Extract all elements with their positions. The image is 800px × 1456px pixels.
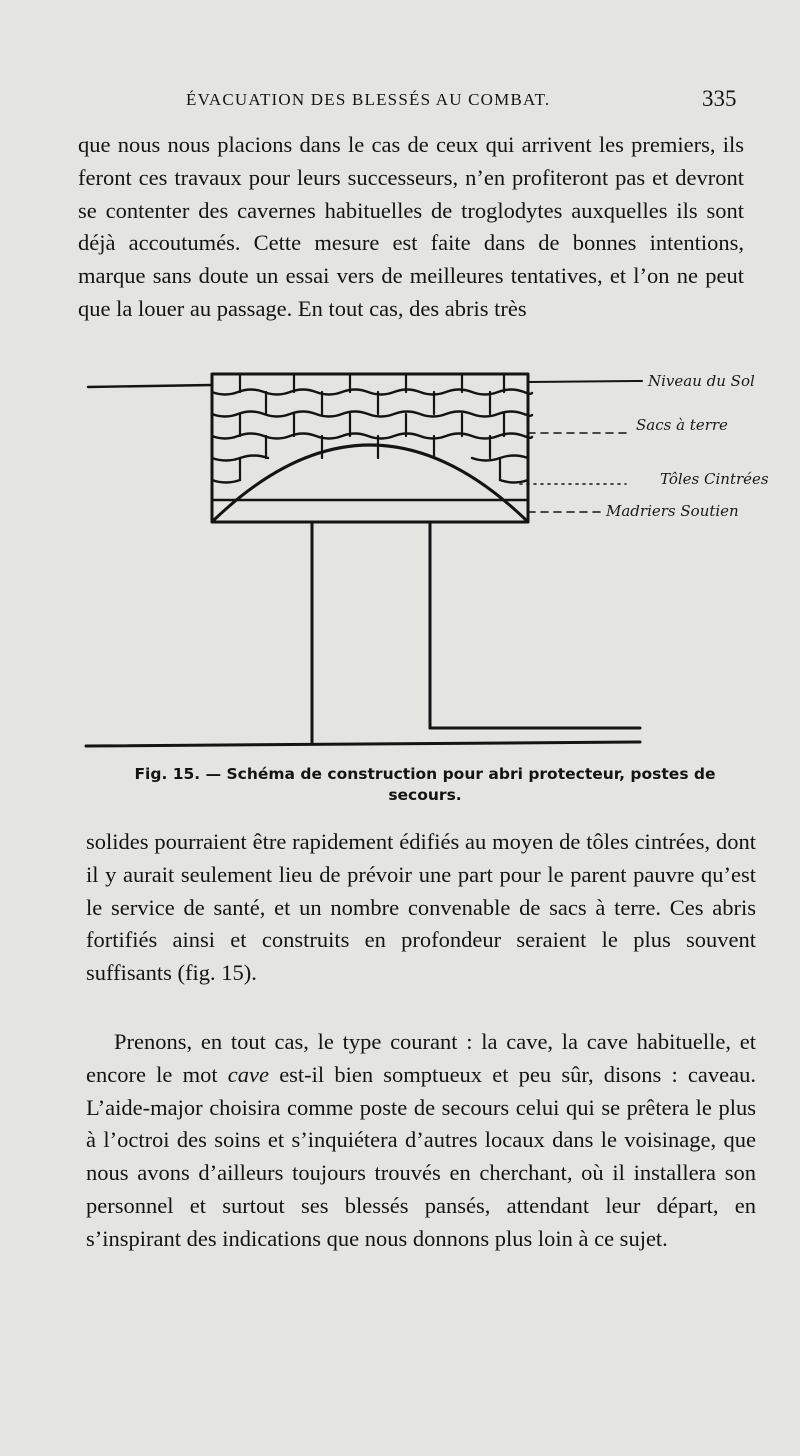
figure-caption	[105, 764, 745, 806]
page-number: 335	[702, 86, 737, 111]
sandbag-row-1	[212, 390, 532, 395]
caption-text: — Schéma de construction pour abri protecteur, postes de secours.	[205, 765, 716, 804]
sandbag-row-2	[212, 412, 532, 417]
label-sandbags: Sacs à terre	[636, 416, 728, 434]
label-supporting-timber: Madriers Soutien	[606, 502, 739, 520]
paragraph-3-start: Prenons, en tout cas, le type courant : la cave, la cave habituelle, et encore le mot	[86, 1029, 756, 1087]
paragraph-3-end: est-il bien somptueux et peu sûr, disons : caveau. L’aide-major choisira comme poste de secours celui qui se prêtera le plus à l’octroi des soins et s’inquiétera d’autres locaux dans le voisinage, que nous avons d’ailleurs toujours trouvés en cherchant, où il installera son personnel et surtout ses blessés pansés, attendant leur départ, en s’inspirant des indications que nous donnons plus loin à ce sujet.	[86, 1061, 756, 1251]
paragraph-3	[86, 1026, 756, 1256]
sandbag-row-3	[212, 434, 532, 439]
word-cave-italic: cave	[227, 1061, 269, 1087]
label-curved-sheets: Tôles Cintrées	[660, 470, 769, 488]
sandbag-row-4	[212, 456, 528, 461]
ground-line-right	[528, 381, 642, 382]
caption-number: Fig. 15.	[134, 765, 201, 783]
ground-line-left	[88, 385, 212, 387]
paragraph-1: que nous nous placions dans le cas de ceux qui arrivent les premiers, ils feront ces travaux pour leurs successeurs, n’en profiteront pas et devront se contenter des cavernes habituelles de troglodytes auxquelles ils sont déjà accoutumés. Cette mesure est faite dans de bonnes intentions, marque sans doute un essai vers de meilleures tentatives, et l’on ne peut que la louer au passage. En tout cas, des abris très	[78, 132, 744, 321]
running-title: ÉVACUATION DES BLESSÉS AU COMBAT.	[186, 90, 551, 109]
shelter-diagram	[80, 360, 800, 760]
paragraph-2: solides pourraient être rapidement édifiés au moyen de tôles cintrées, dont il y aurait seulement lieu de prévoir une part pour le parent pauvre qu’est le service de santé, et un nombre convenable de sacs à terre. Ces abris fortifiés ainsi et construits en profondeur seraient le plus souvent suffisants (fig. 15).	[86, 829, 756, 986]
label-ground-level: Niveau du Sol	[648, 372, 755, 390]
figure-15	[80, 360, 800, 760]
floor-line	[86, 742, 640, 746]
page-header	[0, 86, 800, 122]
